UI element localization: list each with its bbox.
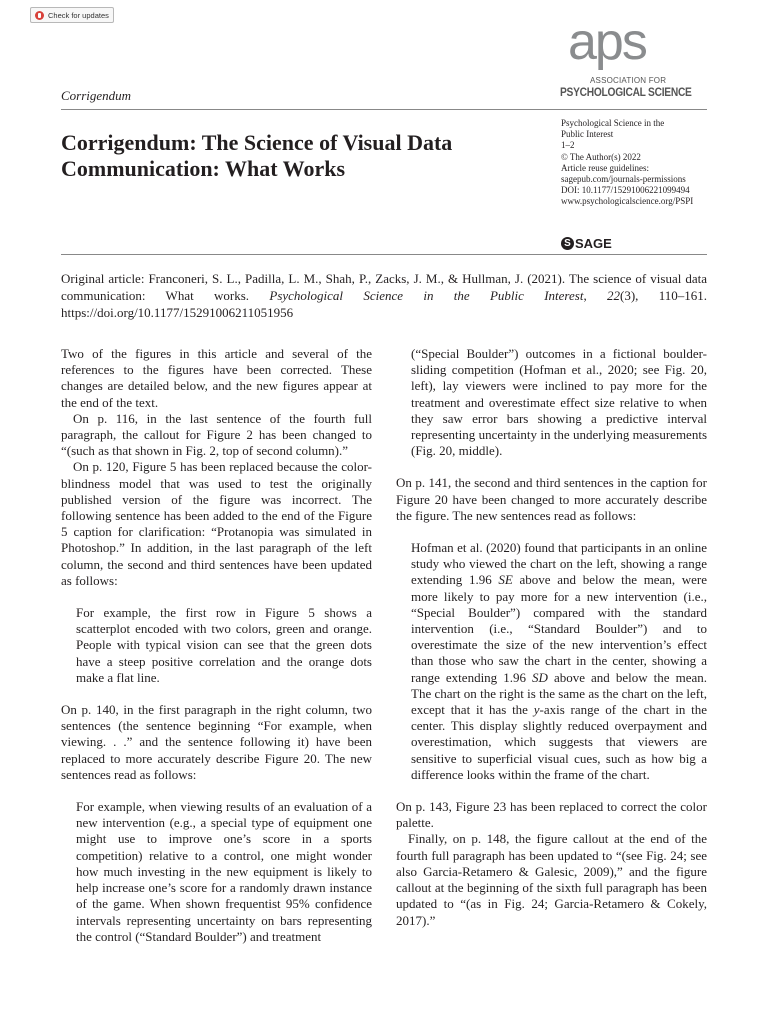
caption-quote-y: y — [533, 702, 540, 718]
right-column — [396, 346, 707, 929]
meta-journal-line1: Psychological Science in the — [561, 118, 665, 128]
caption-quote-part4: -axis range of the chart in the center. This display slightly reduced overpayment and overestimation, which suggests that viewers are sensitive to superficial visual cues, such as how big a difference looks within the frame of the chart. — [411, 702, 707, 782]
article-title: Corrigendum: The Science of Visual Data Communication: What Works — [61, 130, 453, 181]
aps-logo-line1: ASSOCIATION FOR — [590, 76, 667, 85]
figure5-quote: For example, the first row in Figure 5 shows a scatterplot encoded with two colors, green and orange. People with typical vision can see that the green dots have a steep positive correlation and the orange dots make a flat line. — [76, 605, 372, 685]
update-check-icon — [35, 11, 44, 20]
sage-s-icon: S — [561, 237, 574, 250]
figure23-paragraph: On p. 143, Figure 23 has been replaced to correct the color palette. — [396, 799, 707, 831]
figure20-caption-paragraph: On p. 141, the second and third sentences in the caption for Figure 20 have been changed to more accurately describe the figure. The new sentences read as follows: — [396, 475, 707, 523]
figure20-quote-end: (“Special Boulder”) outcomes in a fictional boulder-sliding competition (Hofman et al., 2020; see Fig. 20, left), lay viewers were inclined to pay more for the treatment and overestimate effect size relative to when they saw error bars showing a predictive interval representing uncertainty in the underlying measurements (Fig. 20, middle). — [411, 346, 707, 459]
meta-permissions-link[interactable]: sagepub.com/journals-permissions — [561, 174, 686, 185]
meta-reuse-label: Article reuse guidelines: — [561, 162, 649, 173]
journal-metadata — [561, 118, 721, 208]
meta-doi[interactable]: DOI: 10.1177/15291006221099494 — [561, 185, 690, 196]
figure24-paragraph: Finally, on p. 148, the figure callout at the end of the fourth full paragraph has been updated to “(see Fig. 24; see also Garcia-Retamero & Galesic, 2009),” and the figure callout at the beginning of the sixth full paragraph has been updated to “(as in Fig. 24; Garcia-Retamero & Cokely, 2017).” — [396, 831, 707, 928]
caption-quote-sd: SD — [532, 669, 548, 685]
sage-wordmark: SAGE — [575, 236, 612, 251]
figure20-caption-quote — [411, 540, 707, 783]
figure2-paragraph: On p. 116, in the last sentence of the fourth full paragraph, the callout for Figure 2 has been changed to “(such as that shown in Fig. 2, top of second column).” — [61, 410, 372, 459]
citation-doi-link[interactable]: (3), 110–161. https://doi.org/10.1177/15291006211051956 — [61, 288, 707, 320]
caption-quote-part1: Hofman et al. (2020) found that participants in an online study who viewed the chart on the left, showing a range extending 1.96 — [411, 540, 707, 588]
check-for-updates-button[interactable] — [30, 7, 114, 23]
figure5-paragraph: On p. 120, Figure 5 has been replaced because the color-blindness model that was used to test the originally published version of the figure was incorrect. The following sentence has been added to the end of the Figure 5 caption for clarification: “Protanopia was simulated in Photoshop.” In addition, in the last paragraph of the left column, the second and third sentences have been updated as follows: — [61, 459, 372, 588]
aps-logo-line2: PSYCHOLOGICAL SCIENCE — [560, 85, 692, 99]
title-block-rule — [61, 254, 707, 255]
meta-copyright: © The Author(s) 2022 — [561, 151, 641, 162]
citation-authors: Original article: Franconeri, S. L., Padilla, L. M., Shah, P., Zacks, J. M., & Hullman, J. (2021). The science of visual data communication: What works. — [61, 271, 707, 303]
meta-journal-line2: Public Interest — [561, 129, 614, 140]
citation-journal: Psychological Science in the Public Interest — [269, 288, 584, 303]
caption-quote-part2: above and below the mean, were more likely to pay more for a new intervention (i.e., “Special Boulder”) compared with the standard intervention (i.e., “Standard Boulder”) and to overestimate the size of the new intervention’s effect than those who saw the chart in the center, showing a range extending 1.96 — [411, 572, 708, 685]
article-type-label: Corrigendum — [61, 88, 132, 103]
caption-quote-se: SE — [498, 572, 513, 588]
check-for-updates-label: Check for updates — [48, 10, 109, 20]
sage-logo — [561, 236, 612, 251]
figure20-paragraph: On p. 140, in the first paragraph in the right column, two sentences (the sentence beginning “For example, when viewing. . .” and the sentence following it) have been replaced to more accurately describe Figure 20. The new sentences read as follows: — [61, 702, 372, 782]
intro-paragraph: Two of the figures in this article and several of the references to the figures have been corrected. These changes are detailed below, and the new figures appear at the end of the text. — [61, 346, 372, 410]
figure20-quote-start: For example, when viewing results of an evaluation of a new intervention (e.g., a special type of equipment one might use to improve one’s score in a sports competition) relative to a control, one might wonder how much investing in the new equipment is likely to help increase one’s score for a randomly drawn instance of the game. When shown frequentist 95% confidence intervals representing uncertainty on bars representing the control (“Standard Boulder”) and treatment — [76, 799, 372, 944]
aps-logo-wordmark: aps — [568, 13, 646, 71]
aps-logo — [560, 13, 692, 100]
left-column — [61, 346, 372, 945]
header-rule — [61, 109, 707, 110]
citation-volume: 22 — [607, 288, 620, 303]
meta-website-link[interactable]: www.psychologicalscience.org/PSPI — [561, 196, 694, 207]
meta-pages: 1–2 — [561, 140, 575, 151]
caption-quote-part3: above and below the mean. The chart on the right is the same as the chart on the left, except that it has the — [411, 669, 707, 718]
original-article-citation: Original article: Franconeri, S. L., Padilla, L. M., Shah, P., Zacks, J. M., & Hullman, J. (2021). The science of visual data communication: What works. Psychological Science in the Public Interest, 22(3), 110–161. https://doi.org/10.1177/15291006211051956 — [61, 271, 707, 320]
